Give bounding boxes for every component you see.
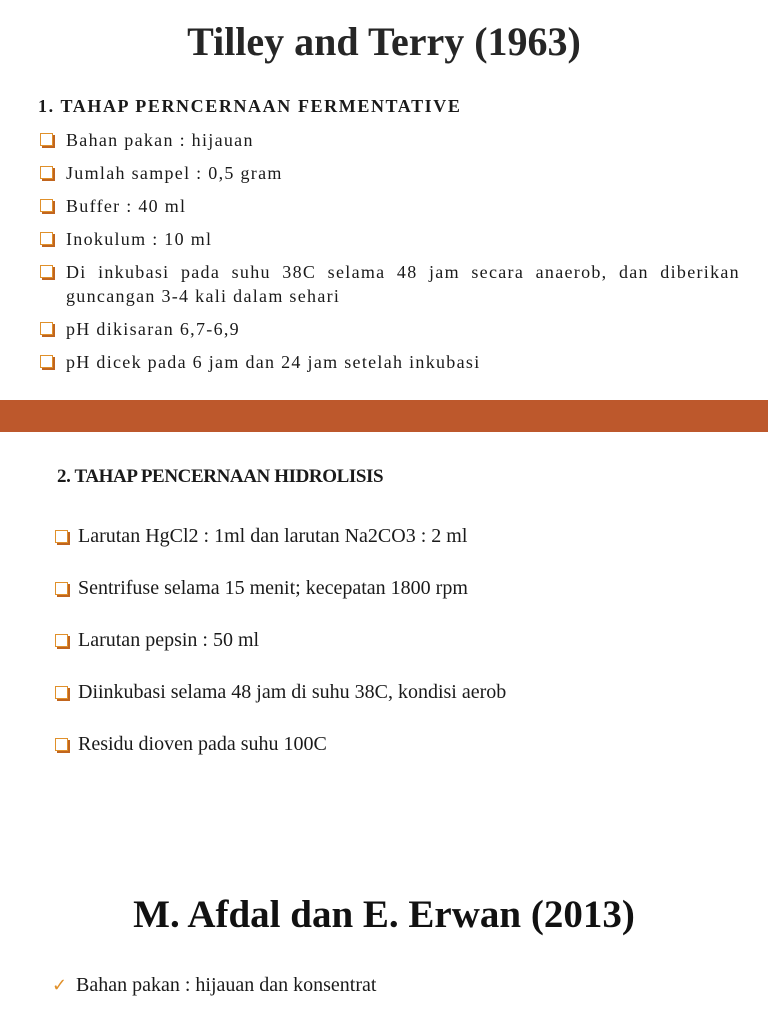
- slide-divider-band: [0, 400, 768, 432]
- list-item-text: Di inkubasi pada suhu 38C selama 48 jam secara anaerob, dan diberikan guncangan 3-4 kali dalam sehari: [66, 262, 740, 306]
- list-item: [54, 574, 506, 602]
- square-bullet-icon: [40, 322, 53, 335]
- section-1-heading: 1. TAHAP PERNCERNAAN FERMENTATIVE: [38, 96, 462, 116]
- list-item-text: Inokulum : 10 ml: [66, 229, 213, 249]
- list-item: [38, 317, 740, 341]
- list-item: [54, 522, 506, 550]
- square-bullet-icon: [40, 355, 53, 368]
- list-item: [38, 194, 740, 218]
- slide-1: [0, 0, 768, 400]
- list-item: [54, 730, 506, 758]
- list-item-text: pH dikisaran 6,7-6,9: [66, 319, 240, 339]
- list-item-text: Diinkubasi selama 48 jam di suhu 38C, kondisi aerob: [78, 681, 507, 703]
- list-item-text: Larutan pepsin : 50 ml: [78, 629, 260, 651]
- section-3-list: [50, 972, 376, 998]
- checkmark-icon: ✓: [52, 975, 68, 996]
- square-bullet-icon: [55, 686, 68, 699]
- square-bullet-icon: [40, 232, 53, 245]
- list-item-text: pH dicek pada 6 jam dan 24 jam setelah inkubasi: [66, 352, 481, 372]
- list-item: [38, 161, 740, 185]
- list-item-text: Sentrifuse selama 15 menit; kecepatan 1800 rpm: [78, 577, 468, 599]
- list-item: [54, 678, 506, 706]
- section-2-list: [54, 522, 506, 782]
- square-bullet-icon: [40, 265, 53, 278]
- list-item: [54, 626, 506, 654]
- slide-2: [0, 432, 768, 1024]
- list-item: [50, 972, 376, 998]
- list-item: [38, 128, 740, 152]
- list-item: [38, 260, 740, 308]
- square-bullet-icon: [40, 166, 53, 179]
- list-item-text: Buffer : 40 ml: [66, 196, 187, 216]
- square-bullet-icon: [55, 582, 68, 595]
- list-item: [38, 350, 740, 374]
- list-item-text: Larutan HgCl2 : 1ml dan larutan Na2CO3 : 2 ml: [78, 525, 468, 547]
- square-bullet-icon: [40, 199, 53, 212]
- list-item-text: Residu dioven pada suhu 100C: [78, 733, 327, 755]
- slide-3-title: M. Afdal dan E. Erwan (2013): [133, 893, 635, 936]
- square-bullet-icon: [55, 738, 68, 751]
- list-item: [38, 227, 740, 251]
- square-bullet-icon: [55, 634, 68, 647]
- list-item-text: Bahan pakan : hijauan dan konsentrat: [76, 974, 377, 996]
- slide-1-title: Tilley and Terry (1963): [187, 19, 581, 64]
- list-item-text: Jumlah sampel : 0,5 gram: [66, 163, 283, 183]
- section-1-list: [38, 128, 740, 383]
- square-bullet-icon: [40, 133, 53, 146]
- list-item-text: Bahan pakan : hijauan: [66, 130, 254, 150]
- section-2-heading: 2. TAHAP PENCERNAAN HIDROLISIS: [57, 466, 384, 487]
- square-bullet-icon: [55, 530, 68, 543]
